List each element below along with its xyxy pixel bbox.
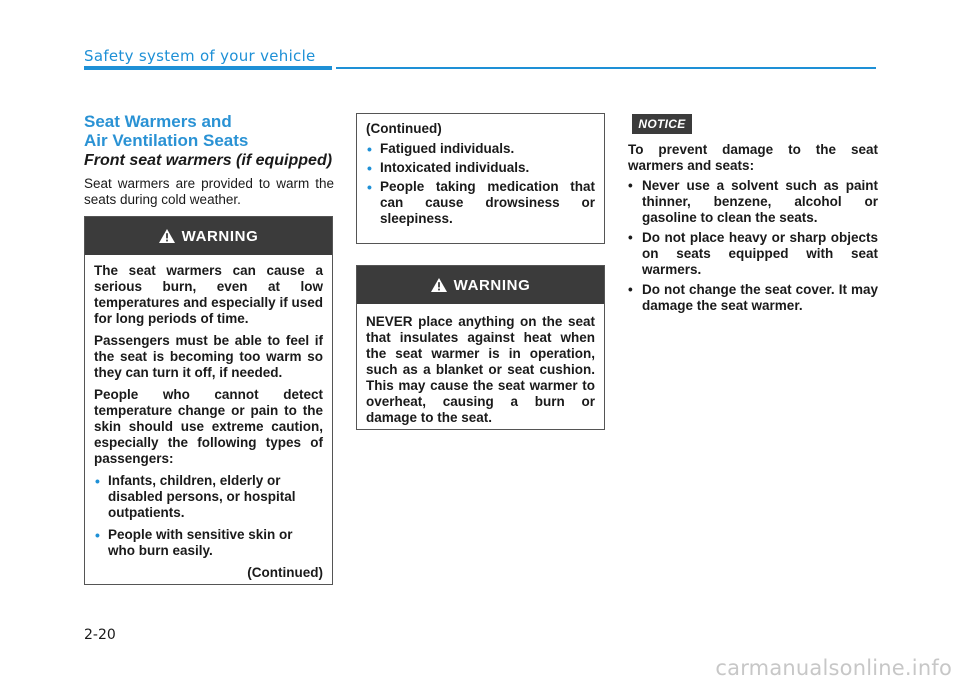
bullet-icon: • <box>628 178 633 193</box>
list-item-text: Fatigued individuals. <box>380 141 515 156</box>
list-item-text: People taking medication that can cause drowsiness or sleepiness. <box>380 179 595 226</box>
warning-paragraph: The seat warmers can cause a serious burn, even at low temperatures and especially if used for long periods of time. <box>94 263 323 326</box>
bullet-icon: • <box>95 473 100 489</box>
warning-title: WARNING <box>453 276 531 294</box>
bullet-icon: • <box>367 141 372 157</box>
page-number: 2-20 <box>84 627 116 643</box>
warning-triangle-icon <box>431 278 447 292</box>
warning-header <box>357 266 604 304</box>
intro-paragraph: Seat warmers are provided to warm the seats during cold weather. <box>84 176 334 207</box>
warning-paragraph: NEVER place anything on the seat that insulates against heat when the seat warmer is in operation, such as a blanket or seat cushion. This may cause the seat warmer to overheat, causing a burn or damage to the seat. <box>366 314 595 425</box>
notice-content <box>628 142 878 318</box>
list-item <box>628 282 878 314</box>
list-item-text: Do not change the seat cover. It may damage the seat warmer. <box>642 282 878 313</box>
heading-line-2: Air Ventilation Seats <box>84 131 249 150</box>
warning-body <box>85 255 332 587</box>
header-rule-thick <box>84 66 332 70</box>
list-item <box>94 527 323 559</box>
warning-paragraph: Passengers must be able to feel if the seat is becoming too warm so they can turn it off, if needed. <box>94 333 323 380</box>
heading-line-1: Seat Warmers and <box>84 112 232 131</box>
bullet-icon: • <box>367 160 372 176</box>
bullet-icon: • <box>367 179 372 195</box>
warning-paragraph: People who cannot detect temperature change or pain to the skin should use extreme caution, especially the following types of passengers: <box>94 387 323 466</box>
list-item-text: Never use a solvent such as paint thinner, benzene, alcohol or gasoline to clean the seats. <box>642 178 878 225</box>
passenger-list <box>94 473 323 559</box>
watermark: carmanualsonline.info <box>715 656 952 680</box>
warning-box-seat-warmers <box>84 216 333 585</box>
warning-triangle-icon <box>159 229 175 243</box>
list-item <box>366 160 595 176</box>
passenger-list-continued <box>366 141 595 227</box>
list-item <box>628 178 878 226</box>
bullet-icon: • <box>628 282 633 297</box>
list-item-text: Intoxicated individuals. <box>380 160 530 175</box>
list-item-text: People with sensitive skin or who burn easily. <box>108 527 293 558</box>
continued-warning-box <box>356 113 605 244</box>
list-item-text: Do not place heavy or sharp objects on seats equipped with seat warmers. <box>642 230 878 277</box>
continued-label: (Continued) <box>366 121 442 136</box>
list-item <box>628 230 878 278</box>
list-item <box>366 179 595 227</box>
warning-body <box>357 304 604 432</box>
notice-intro: To prevent damage to the seat warmers and seats: <box>628 142 878 173</box>
continued-label: (Continued) <box>247 565 323 580</box>
notice-badge: NOTICE <box>632 114 692 134</box>
bullet-icon: • <box>628 230 633 245</box>
subheading: Front seat warmers (if equipped) <box>84 152 333 169</box>
header-rule-thin <box>336 67 876 69</box>
warning-box-insulation <box>356 265 605 430</box>
section-title: Safety system of your vehicle <box>84 47 316 65</box>
list-item <box>94 473 323 521</box>
warning-header <box>85 217 332 255</box>
notice-list <box>628 178 878 314</box>
continued-body <box>357 114 604 236</box>
page-heading <box>84 112 334 150</box>
list-item-text: Infants, children, elderly or disabled persons, or hospital outpatients. <box>108 473 296 520</box>
list-item <box>366 141 595 157</box>
bullet-icon: • <box>95 527 100 543</box>
warning-title: WARNING <box>181 227 259 245</box>
